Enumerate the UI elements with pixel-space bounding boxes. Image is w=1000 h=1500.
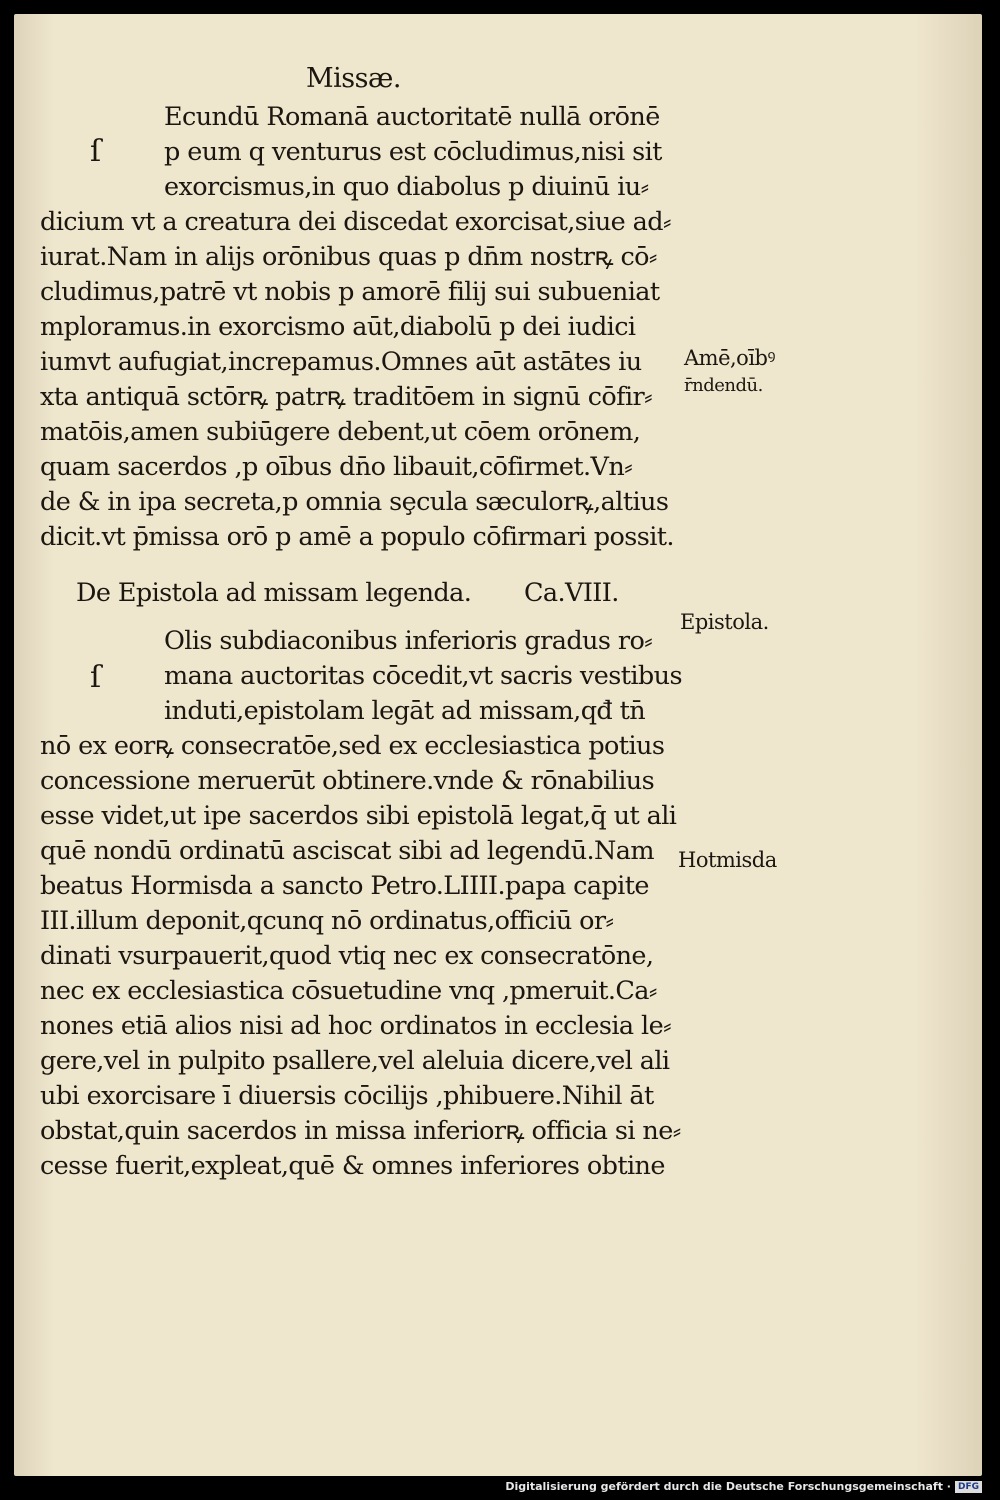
text-line: dicit.vt p̄missa orō p amē a populo cōfirmari possit. — [40, 522, 674, 552]
text-line: cludimus,patrē vt nobis p amorē filij sui subueniat — [40, 277, 660, 307]
text-line: mploramus.in exorcismo aūt,diabolū p dei iudici — [40, 312, 636, 342]
text-line: xta antiquā sctōrꝶ patrꝶ traditōem in signū cōfir⸗ — [40, 382, 653, 412]
text-line: p eum q venturus est cōcludimus,nisi sit — [164, 137, 662, 167]
text-line: dicium vt a creatura dei discedat exorcisat,siue ad⸗ — [40, 207, 671, 237]
chapter-heading: De Epistola ad missam legenda. — [76, 578, 472, 608]
marginal-note-line: Amē,oībꝰ — [684, 346, 776, 370]
text-line: Ecundū Romanā auctoritatē nullā orōnē — [164, 102, 660, 132]
marginal-note-amen — [684, 344, 775, 400]
text-line: exorcismus,in quo diabolus p diuinū iu⸗ — [164, 172, 649, 202]
text-line: mana auctoritas cōcedit,vt sacris vestibus — [164, 661, 682, 691]
text-line: obstat,quin sacerdos in missa inferiorꝶ officia si ne⸗ — [40, 1116, 681, 1146]
text-line: de & in ipa secreta,p omnia sȩcula sæculorꝶ,altius — [40, 487, 669, 517]
text-line: III.illum deponit,qcunq nō ordinatus,officiū or⸗ — [40, 906, 614, 936]
text-line: iurat.Nam in alijs orōnibus quas p dn̄m nostrꝶ cō⸗ — [40, 242, 657, 272]
text-line: ubi exorcisare ī diuersis cōcilijs ,phibuere.Nihil āt — [40, 1081, 654, 1111]
text-line: gere,vel in pulpito psallere,vel aleluia dicere,vel ali — [40, 1046, 670, 1076]
running-title: Missæ. — [306, 63, 401, 94]
dfg-logo: DFG — [955, 1481, 982, 1493]
drop-initial-2: ſ — [90, 660, 102, 695]
text-line: beatus Hormisda a sancto Petro.LIIII.papa capite — [40, 871, 649, 901]
text-line: nones etiā alios nisi ad hoc ordinatos in ecclesia le⸗ — [40, 1011, 671, 1041]
marginal-note-hormisda: Hotmisda — [678, 848, 777, 872]
text-line: cesse fuerit,expleat,quē & omnes inferiores obtine — [40, 1151, 665, 1181]
text-line: nō ex eorꝶ consecratōe,sed ex ecclesiastica potius — [40, 731, 665, 761]
chapter-number: Ca.VIII. — [524, 578, 619, 608]
text-line: dinati vsurpauerit,quod vtiq nec ex consecratōne, — [40, 941, 654, 971]
marginal-note-epistola: Epistola. — [680, 610, 769, 634]
text-line: Olis subdiaconibus inferioris gradus ro⸗ — [164, 626, 653, 656]
text-line: matōis,amen subiūgere debent,ut cōem orōnem, — [40, 417, 641, 447]
credit-text: Digitalisierung gefördert durch die Deutsche Forschungsgemeinschaft · — [505, 1480, 951, 1493]
marginal-note-line: r̄ndendū. — [684, 375, 763, 396]
text-line: concessione meruerūt obtinere.vnde & rōnabilius — [40, 766, 655, 796]
text-line: quē nondū ordinatū ascisсat sibi ad legendū.Nam — [40, 836, 654, 866]
text-line: esse videt,ut ipe sacerdos sibi epistolā legat,q̄ ut ali — [40, 801, 677, 831]
text-line: induti,epistolam legāt ad missam,qđ tn̄ — [164, 696, 646, 726]
book-page — [14, 14, 982, 1476]
drop-initial-1: ſ — [90, 134, 102, 169]
digitization-credit — [505, 1480, 982, 1493]
text-line: quam sacerdos ,p oībus dn̄o libauit,cōfirmet.Vn⸗ — [40, 452, 633, 482]
text-line: iumvt aufugiat,increpamus.Omnes aūt astātes iu — [40, 347, 642, 377]
text-line: nec ex ecclesiastica cōsuetudine vnq ,pmeruit.Ca⸗ — [40, 976, 657, 1006]
